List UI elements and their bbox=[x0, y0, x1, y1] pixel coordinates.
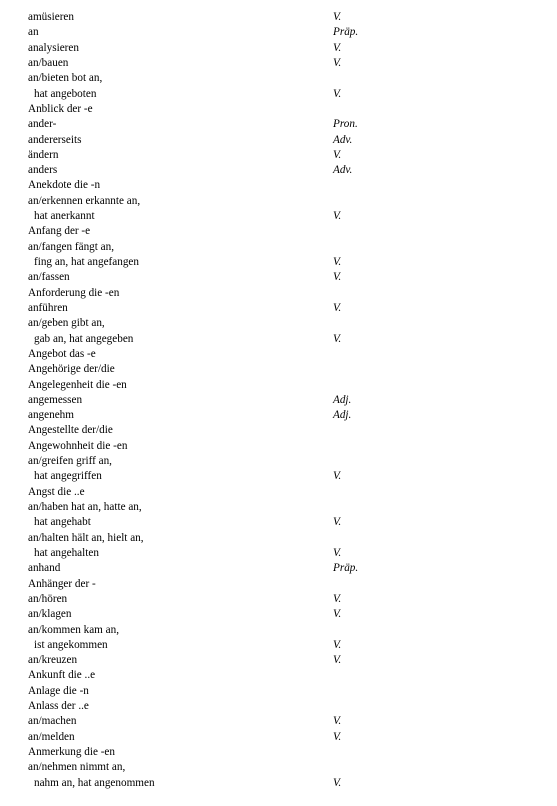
entry-part-of-speech: V. bbox=[333, 256, 342, 268]
vocabulary-entry bbox=[0, 41, 557, 56]
entry-term: Anhänger der - bbox=[28, 577, 96, 590]
entry-term: amüsieren bbox=[28, 11, 74, 23]
entry-term: fing an, hat angefangen bbox=[34, 256, 139, 268]
entry-part-of-speech: V. bbox=[333, 470, 342, 483]
entry-part-of-speech: V. bbox=[333, 638, 342, 651]
vocabulary-entry bbox=[0, 592, 557, 607]
vocabulary-entry bbox=[0, 286, 557, 301]
vocabulary-entry bbox=[0, 378, 557, 393]
vocabulary-entry bbox=[0, 500, 557, 515]
entry-term: Angst die ..e bbox=[28, 485, 85, 498]
entry-term: an/bieten bot an, bbox=[28, 72, 103, 85]
entry-part-of-speech: V. bbox=[333, 654, 342, 667]
entry-term: an/kreuzen bbox=[28, 654, 78, 667]
entry-part-of-speech: V. bbox=[333, 730, 342, 743]
vocabulary-entry bbox=[0, 439, 557, 454]
entry-part-of-speech: V. bbox=[333, 592, 342, 605]
entry-term: andererseits bbox=[28, 133, 82, 146]
vocabulary-entry bbox=[0, 301, 557, 316]
entry-term: an/erkennen erkannte an, bbox=[28, 194, 141, 207]
vocabulary-entry bbox=[0, 454, 557, 469]
vocabulary-entry bbox=[0, 393, 557, 408]
entry-part-of-speech: V. bbox=[333, 608, 342, 621]
entry-part-of-speech: V. bbox=[333, 715, 342, 728]
vocabulary-entry bbox=[0, 561, 557, 576]
vocabulary-entry bbox=[0, 148, 557, 163]
vocabulary-entry bbox=[0, 469, 557, 484]
entry-term: hat angeboten bbox=[34, 87, 97, 100]
vocabulary-page bbox=[0, 10, 557, 791]
entry-term: angemessen bbox=[28, 393, 83, 406]
entry-part-of-speech: Adj. bbox=[333, 393, 352, 406]
entry-term: an/nehmen nimmt an, bbox=[28, 761, 126, 774]
vocabulary-entry bbox=[0, 623, 557, 638]
entry-term: anders bbox=[28, 164, 58, 177]
entry-term: Angelegenheit die -en bbox=[28, 378, 127, 391]
vocabulary-entry bbox=[0, 638, 557, 653]
entry-part-of-speech: Präp. bbox=[333, 26, 359, 39]
entry-part-of-speech: V. bbox=[333, 41, 342, 54]
vocabulary-entry bbox=[0, 87, 557, 102]
entry-term: Angebot das -e bbox=[28, 347, 96, 360]
vocabulary-entry bbox=[0, 163, 557, 178]
entry-term: an/machen bbox=[28, 715, 77, 728]
entry-part-of-speech: Adv. bbox=[333, 164, 353, 177]
vocabulary-entry bbox=[0, 71, 557, 86]
entry-term: Anlage die -n bbox=[28, 684, 89, 697]
vocabulary-entry bbox=[0, 699, 557, 714]
vocabulary-entry bbox=[0, 255, 557, 270]
entry-term: ander- bbox=[28, 118, 57, 131]
entry-part-of-speech: V. bbox=[333, 87, 342, 100]
entry-term: nahm an, hat angenommen bbox=[34, 776, 155, 789]
entry-term: angenehm bbox=[28, 409, 74, 422]
entry-part-of-speech: V. bbox=[333, 271, 342, 284]
entry-term: Anmerkung die -en bbox=[28, 746, 115, 758]
entry-term: an/fangen fängt an, bbox=[28, 240, 115, 253]
vocabulary-entry bbox=[0, 133, 557, 148]
entry-term: an/greifen griff an, bbox=[28, 455, 112, 468]
vocabulary-entry bbox=[0, 423, 557, 438]
entry-term: an/hören bbox=[28, 592, 68, 605]
entry-term: an bbox=[28, 26, 39, 39]
vocabulary-entry bbox=[0, 362, 557, 377]
entry-term: Ankunft die ..e bbox=[28, 669, 96, 682]
vocabulary-entry bbox=[0, 684, 557, 699]
vocabulary-entry bbox=[0, 730, 557, 745]
entry-part-of-speech: Adj. bbox=[333, 409, 352, 422]
entry-term: hat angehalten bbox=[34, 546, 99, 559]
vocabulary-entry bbox=[0, 117, 557, 132]
entry-term: an/fassen bbox=[28, 271, 70, 284]
entry-term: Anlass der ..e bbox=[28, 700, 89, 713]
entry-term: Anforderung die -en bbox=[28, 286, 120, 299]
vocabulary-entry bbox=[0, 270, 557, 285]
entry-part-of-speech: V. bbox=[333, 11, 342, 23]
entry-term: Angehörige der/die bbox=[28, 363, 115, 376]
vocabulary-entry bbox=[0, 347, 557, 362]
vocabulary-entry bbox=[0, 240, 557, 255]
entry-term: an/bauen bbox=[28, 56, 69, 69]
entry-term: gab an, hat angegeben bbox=[34, 332, 134, 345]
entry-term: an/melden bbox=[28, 730, 75, 743]
entry-term: an/kommen kam an, bbox=[28, 623, 120, 636]
entry-term: ändern bbox=[28, 148, 59, 161]
entry-term: anführen bbox=[28, 301, 68, 314]
entry-part-of-speech: V. bbox=[333, 516, 342, 529]
entry-part-of-speech: Adv. bbox=[333, 133, 353, 146]
entry-term: hat anerkannt bbox=[34, 210, 95, 223]
vocabulary-entry bbox=[0, 332, 557, 347]
entry-term: Angestellte der/die bbox=[28, 424, 113, 437]
entry-term: Angewohnheit die -en bbox=[28, 439, 128, 452]
vocabulary-entry bbox=[0, 776, 557, 791]
entry-term: an/geben gibt an, bbox=[28, 317, 105, 330]
entry-term: hat angehabt bbox=[34, 516, 91, 529]
vocabulary-entry bbox=[0, 607, 557, 622]
vocabulary-entry bbox=[0, 25, 557, 40]
vocabulary-entry bbox=[0, 102, 557, 117]
entry-term: hat angegriffen bbox=[34, 470, 102, 483]
vocabulary-entry bbox=[0, 546, 557, 561]
entry-term: Anekdote die -n bbox=[28, 179, 101, 192]
entry-part-of-speech: V. bbox=[333, 301, 342, 314]
entry-part-of-speech: V. bbox=[333, 148, 342, 161]
entry-part-of-speech: V. bbox=[333, 210, 342, 223]
vocabulary-entry bbox=[0, 745, 557, 760]
entry-term: Anfang der -e bbox=[28, 225, 91, 238]
entry-part-of-speech: V. bbox=[333, 332, 342, 345]
vocabulary-entry bbox=[0, 408, 557, 423]
vocabulary-entry bbox=[0, 653, 557, 668]
entry-part-of-speech: V. bbox=[333, 546, 342, 559]
vocabulary-entry bbox=[0, 577, 557, 592]
vocabulary-entry bbox=[0, 178, 557, 193]
vocabulary-entry bbox=[0, 485, 557, 500]
entry-term: analysieren bbox=[28, 41, 79, 54]
entry-term: anhand bbox=[28, 562, 61, 575]
entry-part-of-speech: Präp. bbox=[333, 562, 359, 575]
entry-part-of-speech: Pron. bbox=[333, 118, 358, 131]
vocabulary-entry bbox=[0, 224, 557, 239]
entry-term: an/haben hat an, hatte an, bbox=[28, 501, 142, 513]
vocabulary-entry bbox=[0, 10, 557, 25]
vocabulary-entry bbox=[0, 714, 557, 729]
entry-part-of-speech: V. bbox=[333, 56, 342, 69]
vocabulary-entry bbox=[0, 194, 557, 209]
vocabulary-entry bbox=[0, 531, 557, 546]
vocabulary-entry bbox=[0, 515, 557, 530]
entry-term: an/halten hält an, hielt an, bbox=[28, 531, 144, 544]
vocabulary-entry bbox=[0, 316, 557, 331]
entry-term: an/klagen bbox=[28, 608, 72, 621]
vocabulary-entry bbox=[0, 209, 557, 224]
entry-part-of-speech: V. bbox=[333, 776, 342, 789]
entry-term: ist angekommen bbox=[34, 638, 108, 651]
entry-term: Anblick der -e bbox=[28, 102, 93, 115]
vocabulary-entry bbox=[0, 56, 557, 71]
vocabulary-entry bbox=[0, 668, 557, 683]
vocabulary-entry bbox=[0, 760, 557, 775]
